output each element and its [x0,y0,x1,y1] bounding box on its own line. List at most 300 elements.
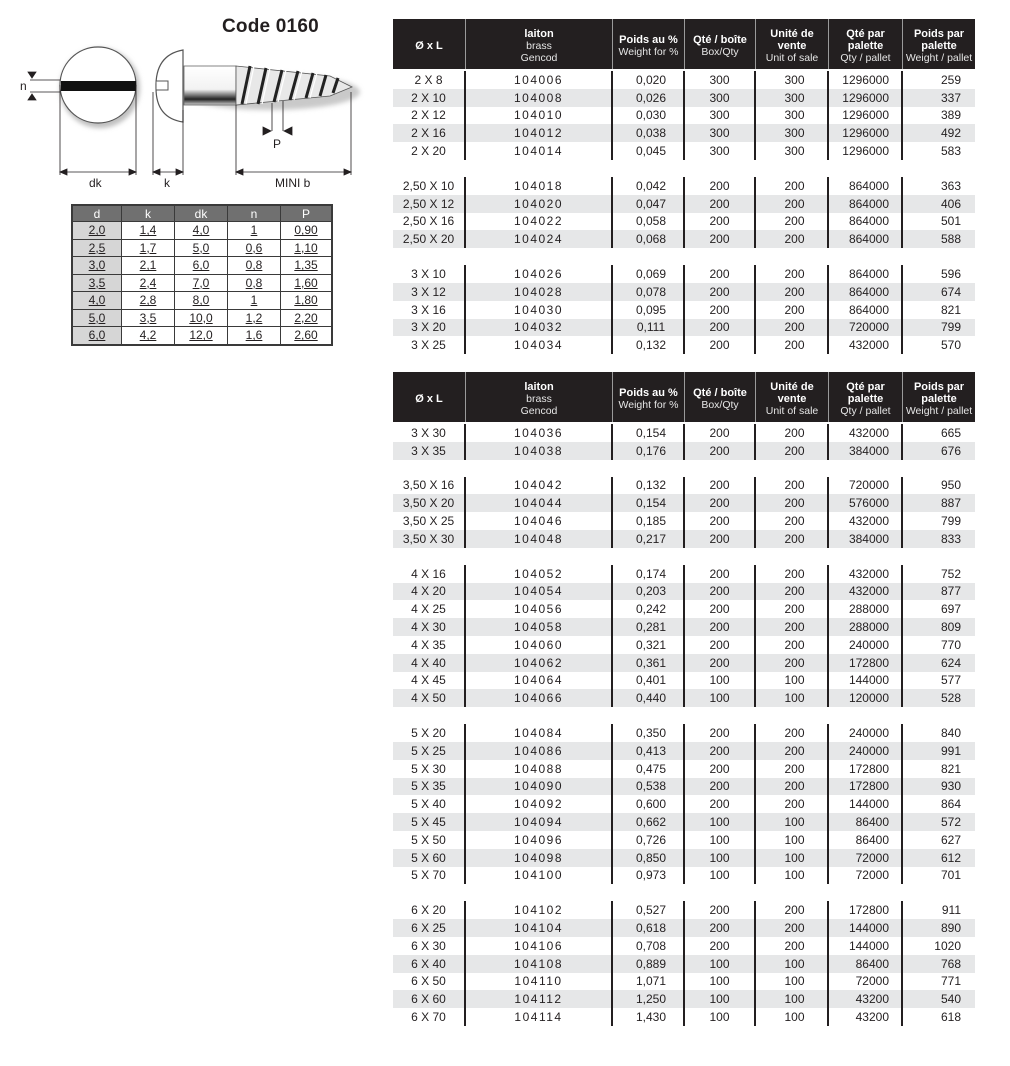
table-cell: 3 X 30 [393,424,466,442]
table-cell: 104038 [466,442,613,460]
table-cell: 528 [940,691,961,706]
table-cell: 864000 [829,283,903,301]
table-cell: 588 [940,232,961,247]
table-cell: 697 [940,602,961,617]
table-cell: 200 [685,477,756,495]
table-cell: 104026 [466,265,613,283]
table-cell: 6 X 60 [393,990,466,1008]
table-cell: 432000 [829,512,903,530]
table-row [393,71,975,89]
table-cell: 0,242 [613,600,685,618]
table-cell: 406 [940,196,961,211]
table-row [393,600,975,618]
column-header [685,372,756,422]
dimension-cell: 1,60 [281,274,333,292]
table-cell: 200 [685,195,756,213]
table-cell: 200 [756,919,829,937]
table-cell: 104088 [466,760,613,778]
table-cell: 200 [756,265,829,283]
table-cell: 809 [940,620,961,635]
column-header-subtitle: Unit of sale [765,405,819,417]
column-header-title: Qté / boîte [693,387,747,399]
table-cell: 200 [685,583,756,601]
table-cell: 0,132 [613,336,685,354]
table-row [393,689,975,707]
dimension-cell: 1,35 [281,257,333,275]
table-cell: 2 X 12 [393,107,466,125]
table-cell: 0,020 [613,71,685,89]
table-cell: 0,154 [613,494,685,512]
dimension-cell: 4,2 [122,327,175,345]
table-cell: 300 [756,142,829,160]
screw-head-top-view [60,47,136,123]
table-cell: 864000 [829,265,903,283]
table-cell: 104114 [466,1008,613,1026]
table-cell: 104098 [466,849,613,867]
dimension-header-n: n [228,205,281,222]
table-cell: 100 [756,813,829,831]
table-cell: 337 [940,90,961,105]
table-cell: 596 [940,267,961,282]
table-cell: 200 [756,195,829,213]
table-cell: 100 [756,973,829,991]
table-cell: 3,50 X 30 [393,530,466,548]
table-cell: 389 [940,108,961,123]
table-cell: 501 [940,214,961,229]
table-cell: 572 [940,815,961,830]
table-cell: 5 X 25 [393,742,466,760]
table-cell: 144000 [829,795,903,813]
column-header [393,372,466,422]
table-cell: 911 [941,903,961,918]
table-cell: 200 [685,494,756,512]
table-cell: 100 [756,672,829,690]
table-cell: 540 [940,992,961,1007]
table-cell: 4 X 35 [393,636,466,654]
table-row [393,990,975,1008]
table-cell: 612 [940,850,961,865]
column-header [613,19,685,69]
table-cell: 4 X 50 [393,689,466,707]
column-header [685,19,756,69]
dimension-cell: 0,6 [228,239,281,257]
table-cell: 950 [940,478,961,493]
table-cell: 4 X 20 [393,583,466,601]
column-header [756,372,829,422]
product-table-header [393,19,975,69]
table-cell: 100 [685,689,756,707]
table-cell: 100 [685,672,756,690]
label-k: k [164,176,170,190]
dimension-cell: 2,20 [281,309,333,327]
dimension-cell: 7,0 [175,274,228,292]
table-cell: 0,095 [613,301,685,319]
table-cell: 104044 [466,494,613,512]
column-header [613,372,685,422]
dimension-cell: 10,0 [175,309,228,327]
table-cell: 3,50 X 16 [393,477,466,495]
table-cell: 887 [940,496,961,511]
product-table-2 [393,372,975,1026]
table-cell: 577 [940,673,961,688]
table-cell: 0,132 [613,477,685,495]
table-cell: 0,217 [613,530,685,548]
column-header-subtitle: Unit of sale [765,52,819,64]
table-cell: 200 [756,724,829,742]
table-cell: 0,030 [613,107,685,125]
table-row [393,230,975,248]
table-cell: 384000 [829,530,903,548]
table-cell: 100 [756,955,829,973]
table-cell: 1296000 [829,107,903,125]
table-cell: 288000 [829,618,903,636]
table-cell: 100 [685,867,756,885]
size-group [393,724,975,884]
table-row [393,919,975,937]
table-cell: 0,600 [613,795,685,813]
table-cell: 200 [756,213,829,231]
column-header [466,372,613,422]
table-cell: 104062 [466,654,613,672]
table-cell: 200 [756,301,829,319]
table-cell: 200 [685,177,756,195]
table-cell: 104056 [466,600,613,618]
table-cell: 240000 [829,636,903,654]
table-cell: 576000 [829,494,903,512]
table-cell: 200 [685,530,756,548]
table-cell: 0,281 [613,618,685,636]
table-cell: 3,50 X 25 [393,512,466,530]
product-table-header [393,372,975,422]
column-header [903,19,975,69]
table-cell: 104106 [466,937,613,955]
table-cell: 0,401 [613,672,685,690]
table-cell: 583 [940,144,961,159]
table-cell: 6 X 30 [393,937,466,955]
table-cell: 72000 [829,867,903,885]
table-cell: 799 [940,514,961,529]
table-cell: 200 [685,512,756,530]
table-cell: 624 [940,655,961,670]
table-cell: 0,413 [613,742,685,760]
table-cell: 104110 [466,973,613,991]
dimension-cell: 0,8 [228,257,281,275]
dimension-cell: 4,0 [72,292,122,310]
table-cell: 0,026 [613,89,685,107]
column-header-title: Poids au % [619,387,678,399]
table-cell: 2 X 16 [393,124,466,142]
column-header-title: Unité de vente [770,28,814,52]
table-cell: 200 [685,901,756,919]
dimension-header-dk: dk [175,205,228,222]
table-cell: 300 [756,124,829,142]
table-cell: 100 [685,813,756,831]
table-cell: 200 [685,319,756,337]
dimension-row [72,239,332,257]
table-row [393,565,975,583]
table-cell: 2,50 X 12 [393,195,466,213]
table-cell: 0,708 [613,937,685,955]
table-cell: 104020 [466,195,613,213]
table-cell: 1296000 [829,124,903,142]
column-header-title: Poids par palette [913,28,965,52]
table-cell: 0,361 [613,654,685,672]
table-cell: 100 [756,831,829,849]
product-table-body [393,71,975,354]
column-header-subtitle: Weight / pallet [905,52,973,64]
table-cell: 104108 [466,955,613,973]
table-cell: 200 [756,583,829,601]
column-header [393,19,466,69]
table-cell: 0,042 [613,177,685,195]
table-cell: 991 [940,743,961,758]
table-cell: 4 X 30 [393,618,466,636]
table-cell: 200 [756,177,829,195]
dimension-cell: 4,0 [175,222,228,240]
table-cell: 432000 [829,583,903,601]
table-cell: 300 [685,107,756,125]
table-cell: 104032 [466,319,613,337]
dimension-table [71,204,333,346]
table-cell: 5 X 30 [393,760,466,778]
table-cell: 0,889 [613,955,685,973]
table-cell: 200 [685,618,756,636]
table-row [393,283,975,301]
table-cell: 104030 [466,301,613,319]
dimension-cell: 1,7 [122,239,175,257]
table-cell: 4 X 16 [393,565,466,583]
dimension-cell: 2,1 [122,257,175,275]
table-cell: 3 X 16 [393,301,466,319]
size-group [393,71,975,160]
dimension-cell: 0,90 [281,222,333,240]
table-cell: 618 [940,1010,961,1024]
table-cell: 1,250 [613,990,685,1008]
column-header-subtitle: Gencod [520,52,558,64]
table-cell: 200 [756,937,829,955]
column-header-subtitle: brass [526,393,552,405]
table-row [393,636,975,654]
dimension-row [72,257,332,275]
table-cell: 86400 [829,831,903,849]
table-cell: 104112 [466,990,613,1008]
column-header-title: laiton [524,381,554,393]
dimension-cell: 1 [228,292,281,310]
table-row [393,319,975,337]
table-cell: 1,430 [613,1008,685,1026]
dimension-row [72,274,332,292]
table-cell: 104054 [466,583,613,601]
screw-side-view [156,50,352,122]
table-cell: 0,078 [613,283,685,301]
table-cell: 300 [685,142,756,160]
table-cell: 3 X 25 [393,336,466,354]
table-cell: 0,047 [613,195,685,213]
size-group [393,265,975,354]
size-group [393,477,975,548]
table-cell: 0,440 [613,689,685,707]
table-cell: 200 [756,654,829,672]
dimension-header-k: k [122,205,175,222]
column-header-subtitle: brass [526,40,552,52]
table-cell: 5 X 20 [393,724,466,742]
table-cell: 768 [940,956,961,971]
table-cell: 200 [756,742,829,760]
table-cell: 43200 [829,990,903,1008]
table-cell: 5 X 60 [393,849,466,867]
table-cell: 200 [756,336,829,354]
table-cell: 200 [685,919,756,937]
table-cell: 384000 [829,442,903,460]
table-cell: 104066 [466,689,613,707]
column-header-title: Qté / boîte [693,34,747,46]
table-cell: 100 [685,849,756,867]
table-cell: 104052 [466,565,613,583]
table-row [393,265,975,283]
dimension-row [72,309,332,327]
table-row [393,442,975,460]
table-cell: 86400 [829,813,903,831]
table-cell: 2 X 10 [393,89,466,107]
table-cell: 0,154 [613,424,685,442]
table-cell: 120000 [829,689,903,707]
table-cell: 0,726 [613,831,685,849]
table-cell: 200 [756,778,829,796]
table-row [393,195,975,213]
dimension-table-header [72,205,332,222]
table-cell: 3 X 35 [393,442,466,460]
dimension-cell: 0,8 [228,274,281,292]
table-cell: 492 [940,126,961,141]
table-cell: 104012 [466,124,613,142]
table-cell: 104036 [466,424,613,442]
dimension-cell: 1,10 [281,239,333,257]
table-cell: 100 [685,990,756,1008]
table-cell: 104096 [466,831,613,849]
product-table-1 [393,19,975,354]
table-row [393,778,975,796]
table-cell: 104100 [466,867,613,885]
column-header-title: Ø x L [415,40,443,52]
size-group [393,177,975,248]
table-cell: 172800 [829,778,903,796]
table-cell: 864000 [829,177,903,195]
table-cell: 4 X 25 [393,600,466,618]
table-cell: 200 [756,442,829,460]
table-cell: 200 [685,265,756,283]
table-cell: 300 [685,124,756,142]
label-dk: dk [89,176,102,190]
dimension-cell: 2,4 [122,274,175,292]
table-cell: 172800 [829,760,903,778]
table-cell: 200 [756,795,829,813]
table-row [393,107,975,125]
table-cell: 104104 [466,919,613,937]
table-cell: 200 [685,600,756,618]
table-cell: 3 X 12 [393,283,466,301]
table-cell: 701 [940,868,961,883]
table-cell: 200 [685,424,756,442]
table-cell: 930 [940,779,961,794]
table-cell: 104028 [466,283,613,301]
table-cell: 104022 [466,213,613,231]
table-cell: 104090 [466,778,613,796]
column-header-subtitle: Box/Qty [701,46,739,58]
dimension-cell: 5,0 [175,239,228,257]
table-cell: 1020 [934,938,961,953]
table-cell: 0,527 [613,901,685,919]
dimension-cell: 1,6 [228,327,281,345]
table-cell: 2 X 8 [393,71,466,89]
table-cell: 2,50 X 16 [393,213,466,231]
table-cell: 200 [756,424,829,442]
table-cell: 4 X 45 [393,672,466,690]
table-row [393,973,975,991]
label-p: P [273,137,282,151]
table-cell: 104060 [466,636,613,654]
table-row [393,301,975,319]
table-cell: 0,475 [613,760,685,778]
table-cell: 104018 [466,177,613,195]
table-cell: 0,185 [613,512,685,530]
table-cell: 200 [756,230,829,248]
dimension-row [72,327,332,345]
table-cell: 363 [940,178,961,193]
table-cell: 0,058 [613,213,685,231]
column-header-subtitle: Weight for % [618,399,679,411]
table-cell: 200 [756,494,829,512]
table-cell: 200 [756,618,829,636]
dimension-cell: 2,0 [72,222,122,240]
table-cell: 720000 [829,477,903,495]
table-cell: 104064 [466,672,613,690]
table-cell: 200 [756,319,829,337]
table-cell: 799 [940,320,961,335]
column-header [756,19,829,69]
table-row [393,424,975,442]
table-cell: 840 [940,726,961,741]
table-cell: 104024 [466,230,613,248]
column-header-title: Ø x L [415,393,443,405]
table-cell: 200 [756,600,829,618]
table-cell: 3 X 10 [393,265,466,283]
table-cell: 200 [756,530,829,548]
dimension-cell: 6,0 [72,327,122,345]
table-cell: 6 X 40 [393,955,466,973]
table-cell: 1296000 [829,71,903,89]
table-cell: 200 [756,901,829,919]
product-table-body [393,424,975,1026]
table-cell: 100 [685,973,756,991]
table-cell: 172800 [829,654,903,672]
table-cell: 300 [756,107,829,125]
table-cell: 104092 [466,795,613,813]
column-header-subtitle: Weight / pallet [905,405,973,417]
table-cell: 288000 [829,600,903,618]
table-cell: 890 [940,921,961,936]
dimension-cell: 1,2 [228,309,281,327]
table-cell: 2,50 X 20 [393,230,466,248]
size-group [393,424,975,460]
table-row [393,124,975,142]
table-cell: 200 [685,636,756,654]
table-cell: 1,071 [613,973,685,991]
table-cell: 5 X 35 [393,778,466,796]
table-cell: 200 [685,213,756,231]
dimension-cell: 1,4 [122,222,175,240]
table-cell: 752 [940,566,961,581]
table-cell: 5 X 50 [393,831,466,849]
